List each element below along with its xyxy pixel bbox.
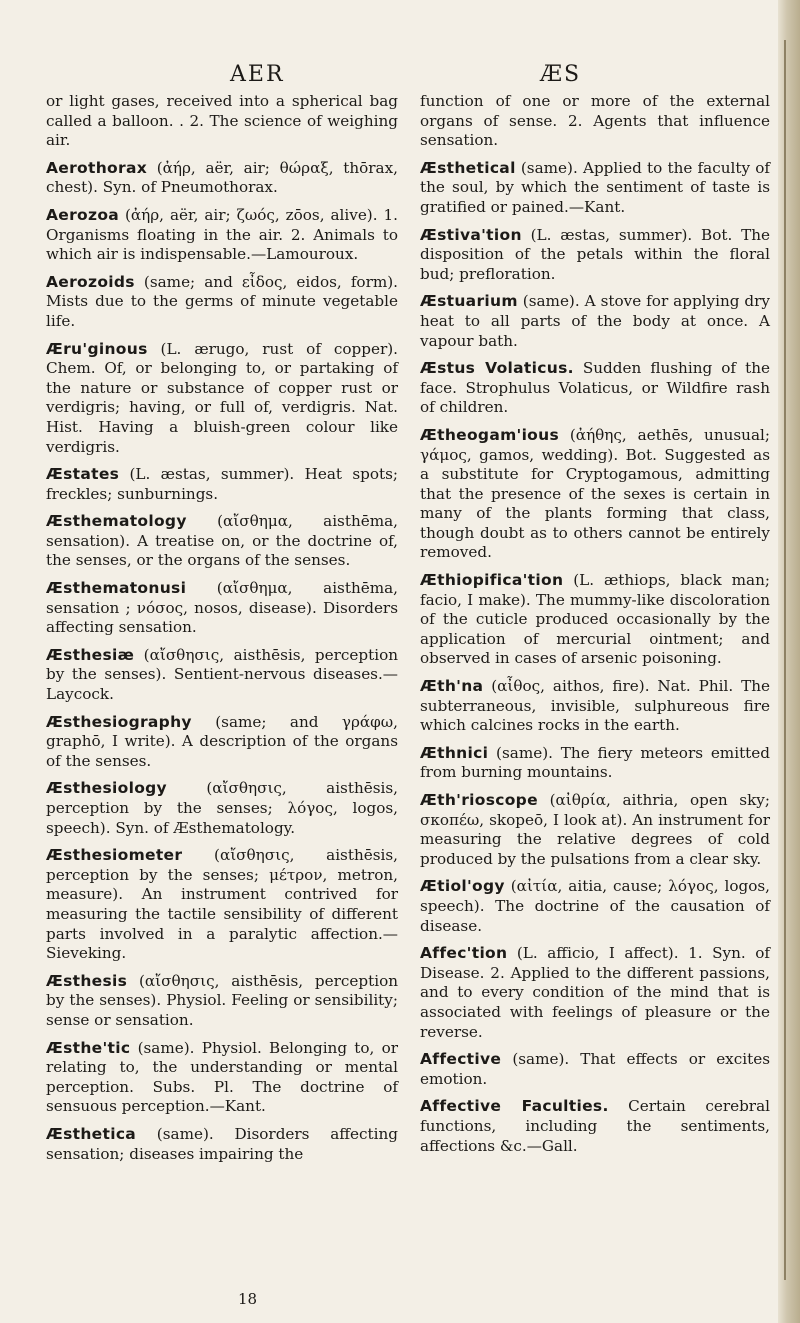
- entry-text: (same). The fiery meteors emitted from burning mountains.: [420, 743, 770, 782]
- entry-text: (L. ærugo, rust of copper). Chem. Of, or belonging to, or partaking of the nature or substance of copper rust or verdigris; having, or full of, verdigris. Nat. Hist. Having a bluish-green colour like verdigris.: [46, 339, 398, 456]
- dictionary-entry: [420, 359, 770, 418]
- dictionary-entry: [46, 579, 398, 638]
- dictionary-entry: [46, 713, 398, 772]
- page-edge: [778, 0, 800, 1323]
- dictionary-entry: [420, 292, 770, 351]
- entry-text: (L. æthiops, black man; facio, I make). The mummy-like discoloration of the cuticle produced occasionally by the application of mercurial ointment; and observed in cases of arsenic poisoning.: [420, 571, 770, 668]
- entry-headword: Affec'tion: [420, 944, 508, 963]
- header-right: ÆS: [540, 62, 582, 87]
- entry-text: (ἀήρ, aër, air; θώραξ, thōrax, chest). Syn. of Pneumothorax.: [46, 158, 398, 197]
- dictionary-entry: [420, 877, 770, 936]
- entry-text: (same). That effects or excites emotion.: [420, 1050, 770, 1088]
- dictionary-entry: [420, 426, 770, 563]
- entry-headword: Æstates: [46, 465, 120, 484]
- dictionary-entry: [46, 465, 398, 504]
- entry-headword: Æth'na: [420, 677, 484, 696]
- entry-text: (same; and εἶδος, eidos, form). Mists due to the germs of minute vegetable life.: [46, 272, 398, 330]
- entry-headword: Æsthesiology: [46, 779, 167, 798]
- entry-text: (same; and γράφω, graphō, I write). A description of the organs of the senses.: [46, 712, 398, 770]
- entry-text: (αἶθος, aithos, fire). Nat. Phil. The subterraneous, invisible, sulphureous fire which calcines rocks in the earth.: [420, 677, 770, 735]
- entry-headword: Æsthesiography: [46, 712, 192, 731]
- left-column: [46, 92, 398, 1172]
- entry-headword: Æstus Volaticus.: [420, 359, 574, 378]
- entry-headword: Æth'rioscope: [420, 791, 538, 809]
- dictionary-entry: [46, 846, 398, 964]
- entry-headword: Ætheogam'ious: [420, 425, 559, 444]
- dictionary-entry: [420, 791, 770, 869]
- entry-headword: Æsthe'tic: [46, 1038, 131, 1057]
- dictionary-entry: [420, 677, 770, 736]
- entry-headword: Affective: [420, 1050, 502, 1069]
- entry-text: (αἰτία, aitia, cause; λόγος, logos, speech). The doctrine of the causation of disease.: [420, 877, 770, 935]
- entry-headword: Æsthesiometer: [46, 846, 183, 865]
- entry-text: Certain cerebral functions, including the sentiments, affections &c.—Gall.: [420, 1097, 770, 1155]
- dictionary-entry: [420, 1050, 770, 1089]
- entry-headword: Æsthematonusi: [46, 579, 187, 598]
- dictionary-entry: [46, 646, 398, 705]
- dictionary-entry: [420, 92, 770, 151]
- entry-headword: Æru'ginous: [46, 339, 148, 358]
- entry-text: (same). Applied to the faculty of the soul, by which the sentiment of taste is gratified or pained.—Kant.: [420, 158, 770, 216]
- dictionary-entry: [46, 512, 398, 571]
- entry-text: (αἴσθησις, aisthēsis, perception by the senses). Sentient-nervous diseases.—Laycock.: [46, 645, 398, 704]
- entry-headword: Æstiva'tion: [420, 225, 522, 244]
- entry-headword: Æthiopifica'tion: [420, 571, 564, 590]
- entry-headword: Aerozoids: [46, 272, 135, 291]
- dictionary-entry: [46, 340, 398, 458]
- dictionary-entry: [420, 571, 770, 669]
- entry-headword: Ætiol'ogy: [420, 877, 505, 896]
- dictionary-entry: [46, 779, 398, 838]
- dictionary-entry: [46, 206, 398, 265]
- dictionary-entry: [420, 1097, 770, 1156]
- entry-text: (αἰθρία, aithria, open sky; σκοπέω, skopeō, I look at). An instrument for measuring the relative degrees of cold produced by the pulsations from a clear sky.: [420, 791, 770, 868]
- entry-text: (ἀήρ, aër, air; ζωός, zōos, alive). 1. Organisms floating in the air. 2. Animals to which air is indispensable.—Lamouroux.: [46, 205, 398, 264]
- dictionary-entry: [420, 159, 770, 218]
- dictionary-entry: [420, 944, 770, 1042]
- entry-text: (αἴσθησις, aisthēsis, perception by the senses; λόγος, logos, speech). Syn. of Æsthematology.: [46, 779, 398, 837]
- entry-text: (αἴσθημα, aisthēma, sensation). A treatise on, or the doctrine of, the senses, or the organs of the senses.: [46, 512, 398, 570]
- entry-text: (same). Disorders affecting sensation; diseases impairing the: [46, 1124, 398, 1163]
- entry-text: (ἀήθης, aethēs, unusual; γάμος, gamos, wedding). Bot. Suggested as a substitute for Cryptogamous, admitting that the presence of the sexes is certain in many of the plants forming that class, though doubt as to others cannot be entirely removed.: [420, 425, 770, 562]
- entry-headword: Affective Faculties.: [420, 1097, 609, 1116]
- dictionary-entry: [46, 1125, 398, 1164]
- dictionary-entry: [46, 972, 398, 1031]
- entry-headword: Aerozoa: [46, 205, 120, 224]
- entry-text: (L. æstas, summer). Heat spots; freckles; sunburnings.: [46, 465, 398, 503]
- entry-headword: Æsthetical: [420, 158, 516, 177]
- dictionary-entry: [46, 159, 398, 198]
- entry-headword: Æsthesis: [46, 971, 128, 990]
- entry-headword: Æthnici: [420, 743, 489, 762]
- entry-text: (same). A stove for applying dry heat to all parts of the body at once. A vapour bath.: [420, 292, 770, 350]
- entry-text: (same). Physiol. Belonging to, or relating to, the understanding or mental perception. Subs. Pl. The doctrine of sensuous perception.—Kant.: [46, 1038, 398, 1116]
- entry-text: or light gases, received into a spherical bag called a balloon. . 2. The science of weighing air.: [46, 92, 398, 150]
- entry-headword: Æsthetica: [46, 1124, 137, 1143]
- entry-headword: Æsthematology: [46, 512, 187, 531]
- entry-headword: Aerothorax: [46, 158, 147, 177]
- entry-text: function of one or more of the external organs of sense. 2. Agents that influence sensation.: [420, 92, 770, 150]
- header-left: AER: [230, 62, 285, 87]
- entry-text: (αἴσθησις, aisthēsis, perception by the senses). Physiol. Feeling or sensibility; sense or sensation.: [46, 971, 398, 1029]
- dictionary-entry: [420, 744, 770, 783]
- dictionary-entry: [46, 92, 398, 151]
- running-header: [0, 62, 800, 92]
- entry-text: (L. afficio, I affect). 1. Syn. of Disease. 2. Applied to the different passions, and to every condition of the mind that is associated with feelings of pleasure or the reverse.: [420, 944, 770, 1041]
- dictionary-entry: [46, 273, 398, 332]
- entry-text: (αἴσθημα, aisthēma, sensation ; νόσος, nosos, disease). Disorders affecting sensation.: [46, 579, 398, 637]
- page-number: 18: [238, 1290, 258, 1308]
- entry-text: (L. æstas, summer). Bot. The disposition of the petals within the floral bud; prefloration.: [420, 225, 770, 283]
- dictionary-entry: [420, 226, 770, 285]
- entry-text: Sudden flushing of the face. Strophulus Volaticus, or Wildfire rash of children.: [420, 359, 770, 417]
- entry-headword: Æsthesiæ: [46, 645, 135, 664]
- entry-headword: Æstuarium: [420, 292, 518, 311]
- right-column: [420, 92, 770, 1164]
- entry-text: (αἴσθησις, aisthēsis, perception by the senses; μέτρον, metron, measure). An instrument contrived for measuring the tactile sensibility of different parts involved in a paralytic affection.—Sieveking.: [46, 846, 398, 963]
- dictionary-entry: [46, 1039, 398, 1117]
